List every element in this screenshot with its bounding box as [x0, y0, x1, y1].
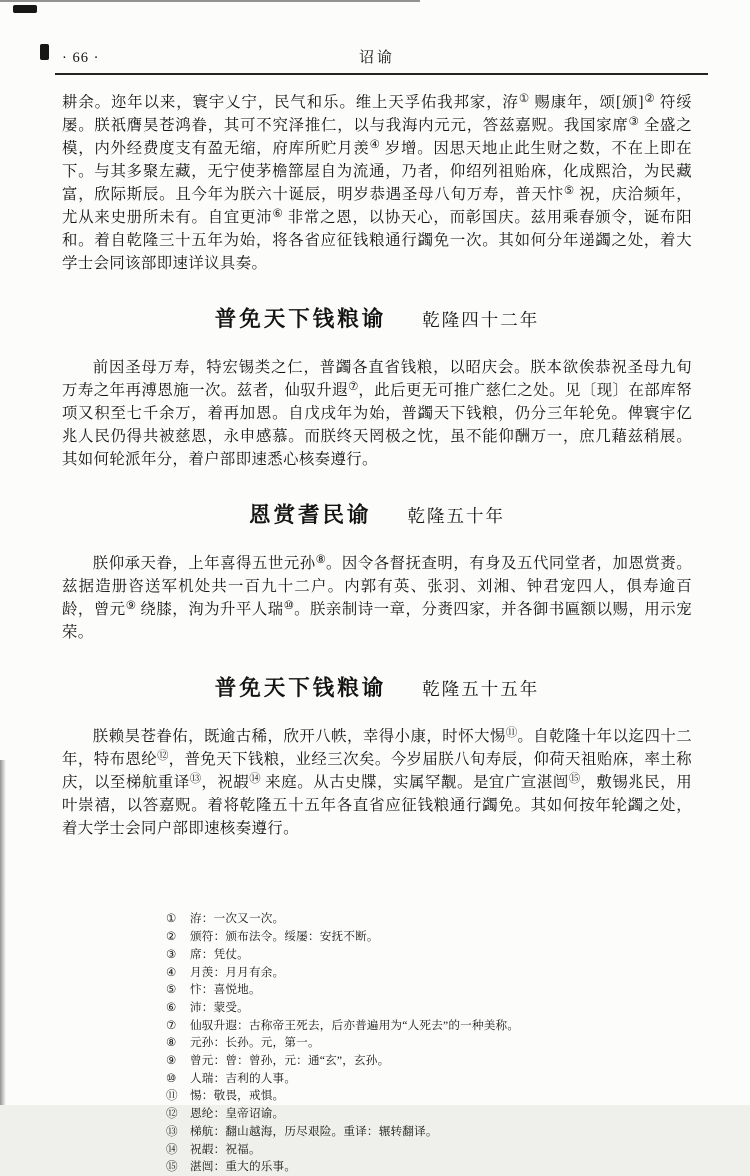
footnote-text: 曾元：曾：曾孙，元：通“玄”，玄孙。 [190, 1054, 390, 1068]
section-era: 乾隆五十年 [407, 506, 505, 527]
page-content [0, 75, 750, 1176]
section-paragraph-1: 前因圣母万寿，特宏锡类之仁，普蠲各直省钱粮，以昭庆会。朕本欲俟恭祝圣母九旬万寿之年再溥恩施一次。兹者，仙驭升遐⑦，此后更无可推广慈仁之处。见〔现〕在部库帑项又积至七千余万，着再加恩。自戊戌年为始，普蠲天下钱粮，仍分三年轮免。俾寰宇亿兆人民仍得共被慈恩，永申感慕。而朕终天罔极之忱，虽不能仰酬万一，庶几藉兹稍展。其如何轮派年分，着户部即速悉心核奏遵行。 [62, 359, 693, 469]
footnote-number: ⑩ [166, 1071, 177, 1085]
footnote-number: ⑪ [166, 1089, 178, 1103]
section-paragraph-3: 朕赖昊苍眷佑，既逾古稀，欣开八帙，幸得小康，时怀大惕⑪。自乾隆十年以迄四十二年，特布恩纶⑫，普免天下钱粮，业经三次矣。今岁届朕八旬寿辰，仰荷天祖贻庥，率土称庆，以至梯航重译⑬，祝嘏⑭ 来庭。从古史牒，实属罕觏。是宜广宣湛闿⑮，敷锡兆民，用叶崇禧，以答嘉贶。着将乾隆五十五年各直省应征钱粮通行蠲免。其如何按年轮蠲之处，着大学士会同户部即速核奏遵行。 [62, 727, 693, 838]
section-heading-1 [62, 302, 692, 333]
footnote-item [166, 999, 652, 1017]
footnote-number: ⑭ [166, 1142, 178, 1156]
footnote-number: ③ [166, 947, 177, 961]
footnote-text: 沛：蒙受。 [190, 1000, 249, 1014]
footnote-number: ⑮ [166, 1160, 178, 1174]
footnote-item [166, 928, 652, 946]
footnote-text: 忭：喜悦地。 [190, 983, 261, 997]
footnote-number: ② [166, 930, 177, 944]
footnote-number: ⑨ [166, 1054, 177, 1068]
footnote-item [166, 1070, 652, 1088]
footnote-number: ① [166, 912, 177, 926]
footnote-item [166, 1034, 652, 1052]
footnote-number: ⑫ [166, 1107, 178, 1121]
section-title: 恩赏耆民谕 [248, 503, 372, 528]
footnote-text: 元孙：长孙。元，第一。 [190, 1036, 320, 1050]
footnote-text: 湛闿：重大的乐事。 [190, 1160, 297, 1174]
footnotes-list [166, 910, 652, 1176]
footnote-number: ⑥ [166, 1000, 177, 1014]
section-title: 普免天下钱粮谕 [214, 676, 387, 701]
page-header [0, 0, 750, 73]
footnote-item [166, 910, 652, 928]
footnote-text: 祝嘏：祝福。 [190, 1142, 261, 1156]
footnote-number: ⑧ [166, 1036, 177, 1050]
intro-paragraph: 耕余。迩年以来，寰宇乂宁，民气和乐。维上天孚佑我邦家，洊① 赐康年，颂[颁]② 符绥屡。朕祇膺昊苍鸿眷，其可不究泽推仁，以与我海内元元，答兹嘉贶。我国家席③ 全盛之模，内外经费度支有盈无缩，府库所贮月羡④ 岁增。因思天地止此生财之数，不在上即在下。与其多聚左藏，无宁使茅檐篰屋自为流通，乃者，仰绍列祖贻庥，化成熙洽，为民藏富，欣际斯辰。且今年为朕六十诞辰，明岁恭遇圣母八旬万寿，普天忭⑤ 祝，庆洽频年，尤从来史册所未有。自宜更沛⑥ 非常之恩，以协天心，而彰国庆。兹用乘春颁令，诞布阳和。着自乾隆三十五年为始，将各省应征钱粮通行蠲免一次。其如何分年递蠲之处，着大学士会同该部即速详议具奏。 [62, 93, 693, 273]
footnote-text: 恩纶：皇帝诏谕。 [190, 1107, 285, 1121]
running-title: 诏谕 [358, 50, 395, 66]
footnote-text: 颁符：颁布法令。绥屡：安抚不断。 [190, 930, 379, 944]
footnote-number: ⑤ [166, 983, 177, 997]
footnote-number: ⑬ [166, 1124, 178, 1138]
section-heading-2 [62, 498, 692, 529]
footnote-item [166, 1017, 652, 1035]
footnote-text: 席：凭仗。 [190, 947, 249, 961]
scan-gutter-shadow [0, 760, 6, 1105]
footnote-item [166, 1105, 652, 1123]
footnote-number: ⑦ [166, 1018, 177, 1032]
section-title: 普免天下钱粮谕 [214, 307, 387, 332]
footnote-text: 人瑞：吉利的人事。 [190, 1071, 297, 1085]
section-era: 乾隆四十二年 [422, 310, 540, 331]
footnote-text: 梯航：翻山越海，历尽艰险。重译：辗转翻译。 [190, 1124, 438, 1138]
footnote-number: ④ [166, 965, 177, 979]
footnote-item [166, 1087, 652, 1105]
footnote-item [166, 1052, 652, 1070]
footnote-text: 仙驭升遐：古称帝王死去，后亦普遍用为“人死去”的一种美称。 [190, 1018, 520, 1032]
footnote-item [166, 964, 652, 982]
footnote-item [166, 1123, 652, 1141]
footnote-item [166, 981, 652, 999]
footnote-item [166, 1141, 652, 1159]
section-era: 乾隆五十五年 [422, 679, 540, 700]
footnote-item [166, 1158, 652, 1176]
section-heading-3 [62, 671, 692, 702]
footnote-text: 月羡：月月有余。 [190, 965, 285, 979]
footnote-text: 惕：敬畏，戒惧。 [190, 1089, 285, 1103]
section-paragraph-2: 朕仰承天眷，上年喜得五世元孙⑧。因令各督抚查明，有身及五代同堂者，加恩赏赉。兹据造册咨送军机处共一百九十二户。内郭有英、张羽、刘湘、钟君宠四人，俱寿逾百龄，曾元⑨ 绕膝，洵为升平人瑞⑩。朕亲制诗一章，分赉四家，并各御书匾额以赐，用示宠荣。 [62, 554, 693, 642]
footnote-item [166, 946, 652, 964]
page-number: · 66 · [62, 50, 100, 66]
footnote-text: 洊：一次又一次。 [190, 912, 285, 926]
